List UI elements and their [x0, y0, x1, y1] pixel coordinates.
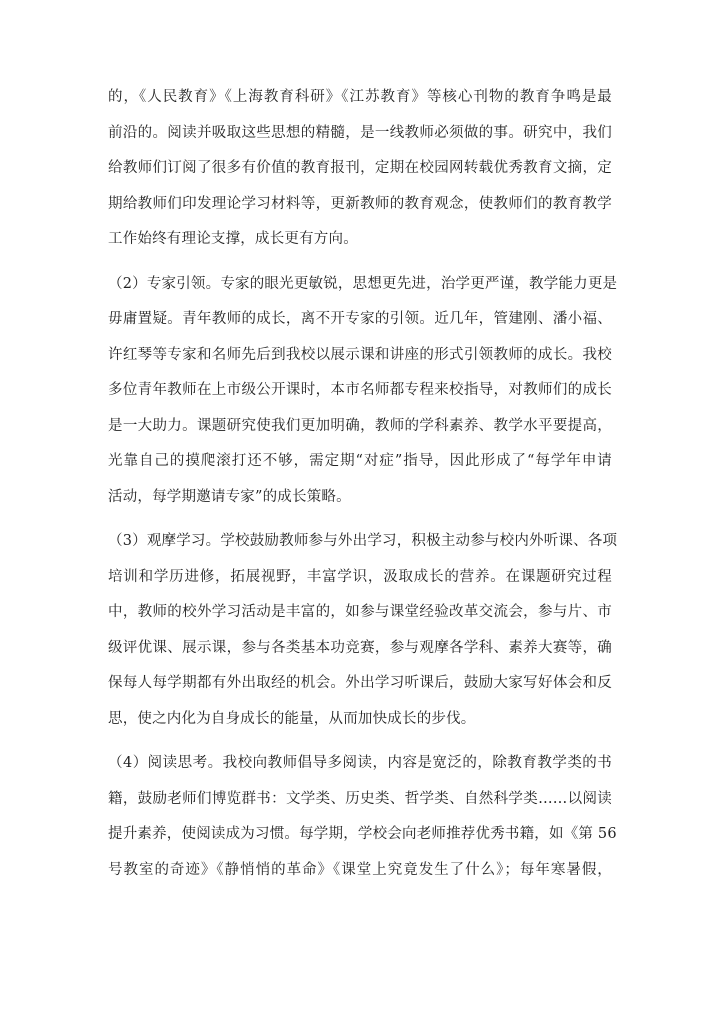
text-line: 前沿的。阅读并吸取这些思想的精髓，是一线教师必须做的事。研究中，我们 [108, 124, 612, 141]
text-line: 的，《人民教育》《上海教育科研》《江苏教育》等核心刊物的教育争鸣是最 [108, 89, 612, 105]
document-page [108, 80, 618, 888]
paragraph-observation-learning [108, 524, 618, 737]
text-line: 培训和学历进修，拓展视野，丰富学识，汲取成长的营养。在课题研究过程 [108, 568, 612, 585]
text-line: 提升素养，使阅读成为习惯。每学期，学校会向老师推荐优秀书籍，如《第 56 [108, 826, 617, 842]
text-line: 许红琴等专家和名师先后到我校以展示课和讲座的形式引领教师的成长。我校 [108, 346, 612, 363]
text-line: 是一大助力。课题研究使我们更加明确，教师的学科素养、教学水平要提高， [108, 417, 612, 434]
text-line: 级评优课、展示课，参与各类基本功竞赛，参与观摩各学科、素养大赛等，确 [108, 639, 612, 656]
paragraph-expert-guidance [108, 267, 618, 516]
text-line: 保每人每学期都有外出取经的机会。外出学习听课后，鼓励大家写好体会和反 [108, 675, 612, 691]
text-line: 思，使之内化为自身成长的能量，从而加快成长的步伐。 [108, 710, 476, 727]
text-line: 工作始终有理论支撑，成长更有方向。 [108, 231, 358, 247]
text-line: 号教室的奇迹》《静悄悄的革命》《课堂上究竟发生了什么》；每年寒暑假， [108, 861, 612, 878]
text-line: 中，教师的校外学习活动是丰富的，如参与课堂经验改革交流会，参与片、市 [108, 604, 612, 620]
text-line: 多位青年教师在上市级公开课时，本市名师都专程来校指导，对教师们的成长 [108, 382, 612, 398]
text-line: 光靠自己的摸爬滚打还不够，需定期“对症”指导，因此形成了“每学年申请 [108, 453, 612, 469]
text-line: 活动，每学期邀请专家”的成长策略。 [108, 488, 351, 505]
text-line: 给教师们订阅了很多有价值的教育报刊，定期在校园网转载优秀教育文摘，定 [108, 160, 612, 176]
text-line: （3）观摩学习。学校鼓励教师参与外出学习，积极主动参与校内外听课、各项 [108, 533, 618, 549]
text-line: 籍，鼓励老师们博览群书：文学类、历史类、哲学类、自然科学类……以阅读 [108, 790, 612, 807]
text-line: 毋庸置疑。青年教师的成长，离不开专家的引领。近几年，管建刚、潘小福、 [108, 311, 612, 327]
text-line: （4）阅读思考。我校向教师倡导多阅读，内容是宽泛的，除教育教学类的书 [108, 755, 612, 771]
text-line: （2）专家引领。专家的眼光更敏锐，思想更先进，治学更严谨，教学能力更是 [108, 275, 618, 292]
paragraph-reading-journals [108, 80, 612, 258]
text-line: 期给教师们印发理论学习材料等，更新教师的教育观念，使教师们的教育教学 [108, 195, 612, 212]
paragraph-reading-thinking [108, 746, 617, 888]
